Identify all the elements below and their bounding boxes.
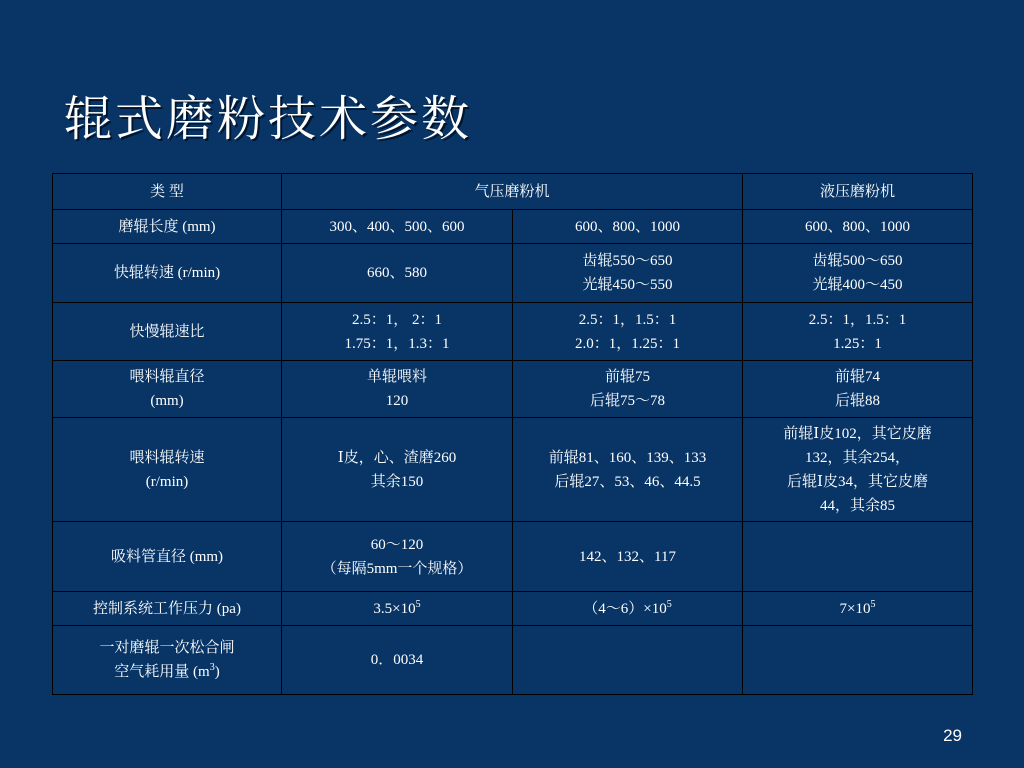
table-cell: 660、580 <box>282 244 513 303</box>
row-label: 快慢辊速比 <box>53 303 282 361</box>
cell-line: 单辊喂料 <box>366 369 427 385</box>
table-cell: 600、800、1000 <box>513 210 743 244</box>
cell-line: 2.5：1，1.5：1 <box>808 311 907 328</box>
cell-line: 前辊75 <box>605 369 651 385</box>
cell-line: 前辊Ⅰ皮102，其它皮磨 <box>783 425 932 442</box>
row-label-line: (mm) <box>150 393 184 409</box>
cell-line: 后辊75～78 <box>590 393 666 409</box>
table-row <box>53 210 973 244</box>
table-cell <box>743 244 973 303</box>
table-cell <box>282 592 513 626</box>
cell-line: 前辊81、160、139、133 <box>548 449 707 466</box>
row-label-line: 一对磨辊一次松合闸 <box>99 640 235 656</box>
cell-exponent: 5 <box>870 598 876 610</box>
page-title: 辊式磨粉技术参数 <box>64 91 473 147</box>
cell-line: 120 <box>385 393 409 409</box>
cell-base: 7×10 <box>839 600 871 617</box>
label-base: 空气耗用量 (m <box>114 664 210 680</box>
table-cell <box>743 361 973 418</box>
cell-line: 后辊27、53、46、44.5 <box>554 473 701 490</box>
cell-line: 后辊Ⅰ皮34，其它皮磨 <box>787 473 928 490</box>
table-cell <box>282 418 513 522</box>
row-label-line: 喂料辊直径 <box>129 369 205 385</box>
header-type: 类 型 <box>53 174 282 210</box>
table-cell: 300、400、500、600 <box>282 210 513 244</box>
table-cell <box>513 244 743 303</box>
label-end: ) <box>214 664 220 680</box>
table-cell <box>513 626 743 695</box>
table-cell <box>743 592 973 626</box>
row-label-line: (r/min) <box>145 473 189 490</box>
label-exponent: 3 <box>209 662 215 673</box>
row-label: 吸料管直径 (mm) <box>53 522 282 592</box>
cell-line: 2.0：1，1.25：1 <box>575 335 681 352</box>
cell-line: 2.5：1， 2：1 <box>351 311 442 328</box>
cell-line: 光辊400～450 <box>812 277 903 293</box>
table-cell <box>743 418 973 522</box>
cell-line: 132，其余254， <box>805 449 911 466</box>
cell-base: 3.5×10 <box>373 600 416 617</box>
table-header-row <box>53 174 973 210</box>
table-row <box>53 592 973 626</box>
table-cell <box>743 626 973 695</box>
row-label-line <box>55 660 279 684</box>
table-cell <box>282 522 513 592</box>
cell-line: 1.25：1 <box>833 335 882 352</box>
header-pneumatic: 气压磨粉机 <box>282 174 743 210</box>
table-cell: 142、132、117 <box>513 522 743 592</box>
table-cell <box>513 303 743 361</box>
row-label <box>53 418 282 522</box>
table-row <box>53 244 973 303</box>
table-cell <box>743 303 973 361</box>
table-cell <box>513 418 743 522</box>
row-label: 快辊转速 (r/min) <box>53 244 282 303</box>
table-cell: 600、800、1000 <box>743 210 973 244</box>
cell-line: 前辊74 <box>835 369 881 385</box>
cell-line: 其余150 <box>370 473 424 490</box>
table-row <box>53 303 973 361</box>
cell-line: 2.5：1，1.5：1 <box>578 311 677 328</box>
table-row <box>53 361 973 418</box>
row-label: 磨辊长度 (mm) <box>53 210 282 244</box>
row-label <box>53 361 282 418</box>
cell-line: 44，其余85 <box>820 497 896 514</box>
table-cell: 0．0034 <box>282 626 513 695</box>
cell-line: 60～120 <box>370 536 424 553</box>
cell-line: （每隔5mm一个规格） <box>321 560 473 577</box>
row-label: 控制系统工作压力 (pa) <box>53 592 282 626</box>
table-cell <box>282 361 513 418</box>
cell-line: 齿辊500～650 <box>812 253 903 269</box>
table-cell <box>513 592 743 626</box>
table-cell <box>513 361 743 418</box>
table-cell <box>282 303 513 361</box>
parameters-table <box>52 173 973 695</box>
cell-line: 后辊88 <box>835 393 881 409</box>
row-label-line: 喂料辊转速 <box>129 449 205 466</box>
table-row <box>53 522 973 592</box>
cell-exponent: 5 <box>666 598 672 610</box>
cell-base: （4～6）×10 <box>583 600 667 617</box>
table-row <box>53 626 973 695</box>
cell-line: 齿辊550～650 <box>582 253 673 269</box>
cell-line: 光辊450～550 <box>582 277 673 293</box>
header-hydraulic: 液压磨粉机 <box>743 174 973 210</box>
table-row <box>53 418 973 522</box>
page-number: 29 <box>943 726 962 745</box>
cell-line: 1.75：1，1.3：1 <box>344 335 450 352</box>
cell-line: Ⅰ皮，心、渣磨260 <box>337 449 457 466</box>
cell-exponent: 5 <box>415 598 421 610</box>
table-cell <box>743 522 973 592</box>
row-label <box>53 626 282 695</box>
